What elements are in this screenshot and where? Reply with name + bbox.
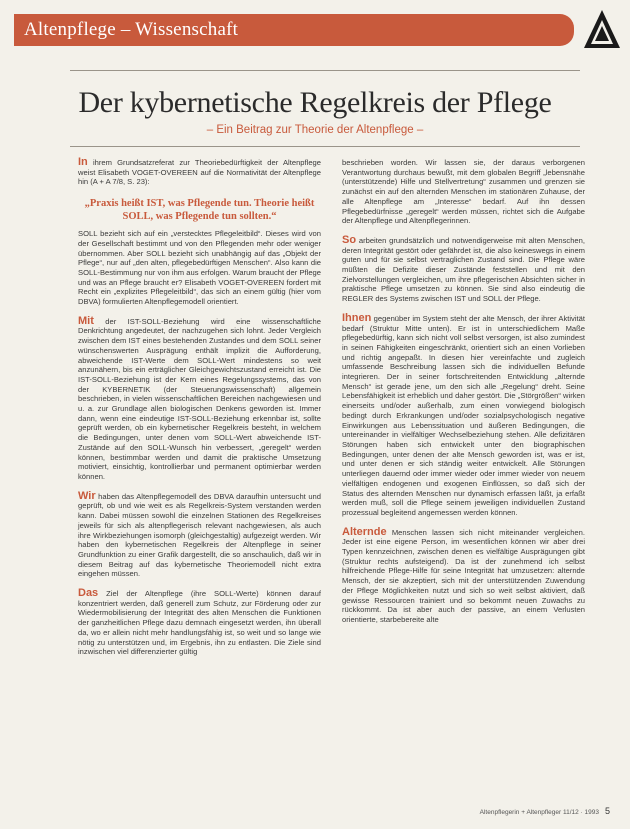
paragraph — [78, 589, 321, 657]
paragraph — [78, 158, 321, 187]
dropcap: Alternde — [342, 525, 387, 538]
triangle-logo-icon — [582, 8, 622, 52]
paragraph — [342, 311, 585, 518]
text-column-right — [342, 158, 585, 635]
top-rule — [70, 70, 580, 71]
dropcap: Mit — [78, 314, 94, 327]
dropcap: Ihnen — [342, 311, 372, 324]
page-number: 5 — [604, 806, 610, 816]
pull-quote: „Praxis heißt IST, was Pflegende tun. Theorie heißt SOLL, was Pflegende tun sollten.“ — [84, 198, 315, 223]
dropcap: So — [342, 233, 357, 246]
paragraph-text: beschrieben worden. Wir lassen sie, der daraus verborgenen Verantwortung durchaus bewußt, mit dem globalen Begriff „lebensnähe (unterstützende) Hilfe und Stellvertretung“ zusammen und grenzen sie zunächst ein auf den alternden Menschen im stationären Zuhause, der alle Altenpflege am „Interesse“ bedarf. Auf ihn dessen Pflegebedürfnisse „geregelt“ werden müssen, richtet sich die Aufgabe der Altenpflege und Altenpflegerinnen. — [342, 158, 585, 226]
paragraph-text: ihrem Grundsatzreferat zur Theoriebedürftigkeit der Altenpflege weist Elisabeth VOGET-OVEREEN auf die Normativität der Altenpflege hin (A + A 7/8, S. 23): — [78, 158, 321, 187]
dropcap: Wir — [78, 489, 96, 502]
mid-rule — [70, 146, 580, 147]
paragraph-text: der IST-SOLL-Beziehung wird eine wissenschaftliche Denkrichtung angedeutet, der nachzugehen sich lohnt. Jeder Vergleich zwischen dem IST eines bestehenden Zustandes und dem SOLL seiner wünschenswerten Ausprägung enthält implizit die Aufforderung, abweichende IST-Werte dem SOLL-Wert mindestens so weit anzunähern, bis ein erträglicher Gleichgewichtszustand erreicht ist. Die IST-SOLL-Beziehung ist der Kern eines Regelungssystems, das von der KYBERNETIK (der Steuerungswissenschaft) allgemein beschrieben, in vielen wissenschaftlichen Bereichen nachgewiesen und u. a. zur Grundlage allen biologischen Denkens geworden ist. Immer dann, wenn eine eindeutige IST-SOLL-Beziehung erkennbar ist, sollte geprüft werden, ob ein kybernetischer Regelkreis besteht, in welchem die Bedingungen, unter denen vom SOLL-Wert abweichende IST-Zustände auf den SOLL-Wunsch hin verbessert, „geregelt“ werden können, bestimmbar werden und damit die praktische Umsetzung motiviert, einsichtig, kontrollierbar und permanent optimierbar werden können. — [78, 316, 321, 481]
paragraph-text: Ziel der Altenpflege (ihre SOLL-Werte) können darauf konzentriert werden, daß generell zum Schutz, zur Förderung oder zur Wiedermobilisierung der Integrität des alten Menschen die Funktionen der ganzheitlichen Pflege dazu demnach eingesetzt werden, ihn überall da, wo er allein nicht mehr handlungsfähig ist, so weit und so lange wie nötig zu unterstützen und, im Ergebnis, ihn zu entlasten. Die Ziele sind inzwischen viel differenzierter gültig — [78, 589, 321, 657]
paragraph — [342, 525, 585, 625]
paragraph-text: SOLL bezieht sich auf ein „verstecktes Pflegeleitbild“. Dieses wird von der Gesellschaft bestimmt und von den Pflegenden mehr oder weniger übernommen. Aber SOLL bezieht sich unabhängig auf das „Objekt der Pflege“, nur auf „den alten, pflegebedürftigen Menschen“. Also kann die SOLL-Bestimmung nur von ihm aus erfolgen. Warum braucht der Pflege und was an Pflege braucht er? Elisabeth VOGET-OVEREEN fordert mit Recht ein „explizites Pflegeleitbild“, das sich an einem gültig (hier vom DBVA) formulierten Altenpflegemodell orientiert. — [78, 229, 321, 307]
paragraph — [78, 229, 321, 307]
page-footer — [380, 806, 610, 816]
paragraph-text: Menschen lassen sich nicht miteinander vergleichen. Jeder ist eine eigene Person, im wesentlichen können wir aber drei Typen kennzeichnen, zwischen denen es vielfältige Ausprägungen gibt (Struktur rechts aufsteigend). Da ist der zunehmend ich selbst hilfreichende Pflege-Hilfe für seine Integrität hat umzusetzen: alternde Mensch, der sie akzeptiert, sich mit der unterstützenden Zuwendung der Pflege Möglichkeiten nutzt und sich so weit selbst aktiviert, daß gewisse Ressourcen trainiert und so bekommt neuen Zuwachs zu rückkommt. Da ist aber auch der passive, an einem Verlusten orientierte, starbebereite alte — [342, 527, 585, 624]
paragraph — [78, 489, 321, 579]
section-title: Altenpflege – Wissenschaft — [24, 19, 239, 40]
section-banner — [14, 14, 574, 46]
paragraph-text: arbeiten grundsätzlich und notwendigerweise mit alten Menschen, deren Integrität gestört oder gefährdet ist, die also keineswegs in einem guten und für sie selbst vertraglichen Zustand sind. Die Pflege wäre müßten die Defizite dieser Zustände feststellen und mit den Zielvorstellungen vergleichen, um ihre pflegerischen Absichten sicher in praktische Pflege umsetzen zu können. Sie sind also eindeutig die REGLER des Systems zwischen IST und SOLL der Pflege. — [342, 235, 585, 304]
dropcap: Das — [78, 587, 99, 600]
paragraph-text: haben das Altenpflegemodell des DBVA daraufhin untersucht und geprüft, ob und wie weit es als Regelkreis-System verstanden werden kann. Dabei müssen sowohl die einzelnen Stationen des Regelkreises jeweils für sich als altenpflegerisch relevant nachgewiesen, als auch ihre Wirkbeziehungen isomorph (gleichgestaltig) aufgezeigt werden. Wir haben den kybernetischen Regelkreis der Altenpflege in seiner Grundfunktion zu einer Grafik dargestellt, die so anschaulich, daß wir in diesem Beitrag auf das kybernetische Theoriemodell nicht extra eingehen müssen. — [78, 491, 321, 579]
paragraph — [78, 314, 321, 482]
journal-name: Altenpflegerin + Altenpfleger 11/12 · 1993 — [479, 809, 599, 816]
article-title: Der kybernetische Regelkreis der Pflege — [78, 86, 552, 119]
text-column-left — [78, 158, 321, 667]
article-subtitle: – Ein Beitrag zur Theorie der Altenpflege – — [206, 124, 424, 136]
dropcap: In — [78, 156, 88, 168]
paragraph-text: gegenüber im System steht der alte Mensch, der ihrer Aktivität bedarf (Struktur Mitte unten). Er ist in unterschiedlichem Maße pflegebedürftig, kann sich nicht voll selbst versorgen, ist also zumindest in seinen Fähigkeiten eingeschränkt, orientiert sich an einen Vorlieben und richtig angepaßt. In diesen hier vereinfachte und zugleich umfassende Beschreibung lassen sich die individuellen Befunde integrieren. Der in seiner fortschreitenden Entwicklung „alternde Mensch“ ist gerade jene, um den sich alle „Regelung“ dreht. Seine Lebensfähigkeit ist erheblich und daher gestört. Die „Störgrößen“ wirken einerseits und/oder außerhalb, zum einen vorwiegend biologisch bedingt durch Erkrankungen und/oder sozialpsychologisch negative Einwirkungen aus Lebenssituation und äußeren Bedingungen, die untereinander in vielfältiger Wechselbeziehung stehen. Alle defizitären Störungen haben sich entwickelt unter den biographischen Bedingungen, unter denen der alte Mensch geworden ist, was er ist, und unter denen er sich ständig weiter entwickelt. Alle Störungen unterliegen dauernd oder immer wieder oder immer wieder von neuem vielfältigen endogenen und exogenen Einflüssen, so daß sich der Status des alternden Menschen nur dynamisch erfassen läßt, ja erfaßt werden muß, soll die Pflege seinem jeweiligen individuellen Zustand prozessual begleitend angemessen werden können. — [342, 313, 585, 517]
paragraph — [342, 233, 585, 304]
paragraph — [342, 158, 585, 226]
